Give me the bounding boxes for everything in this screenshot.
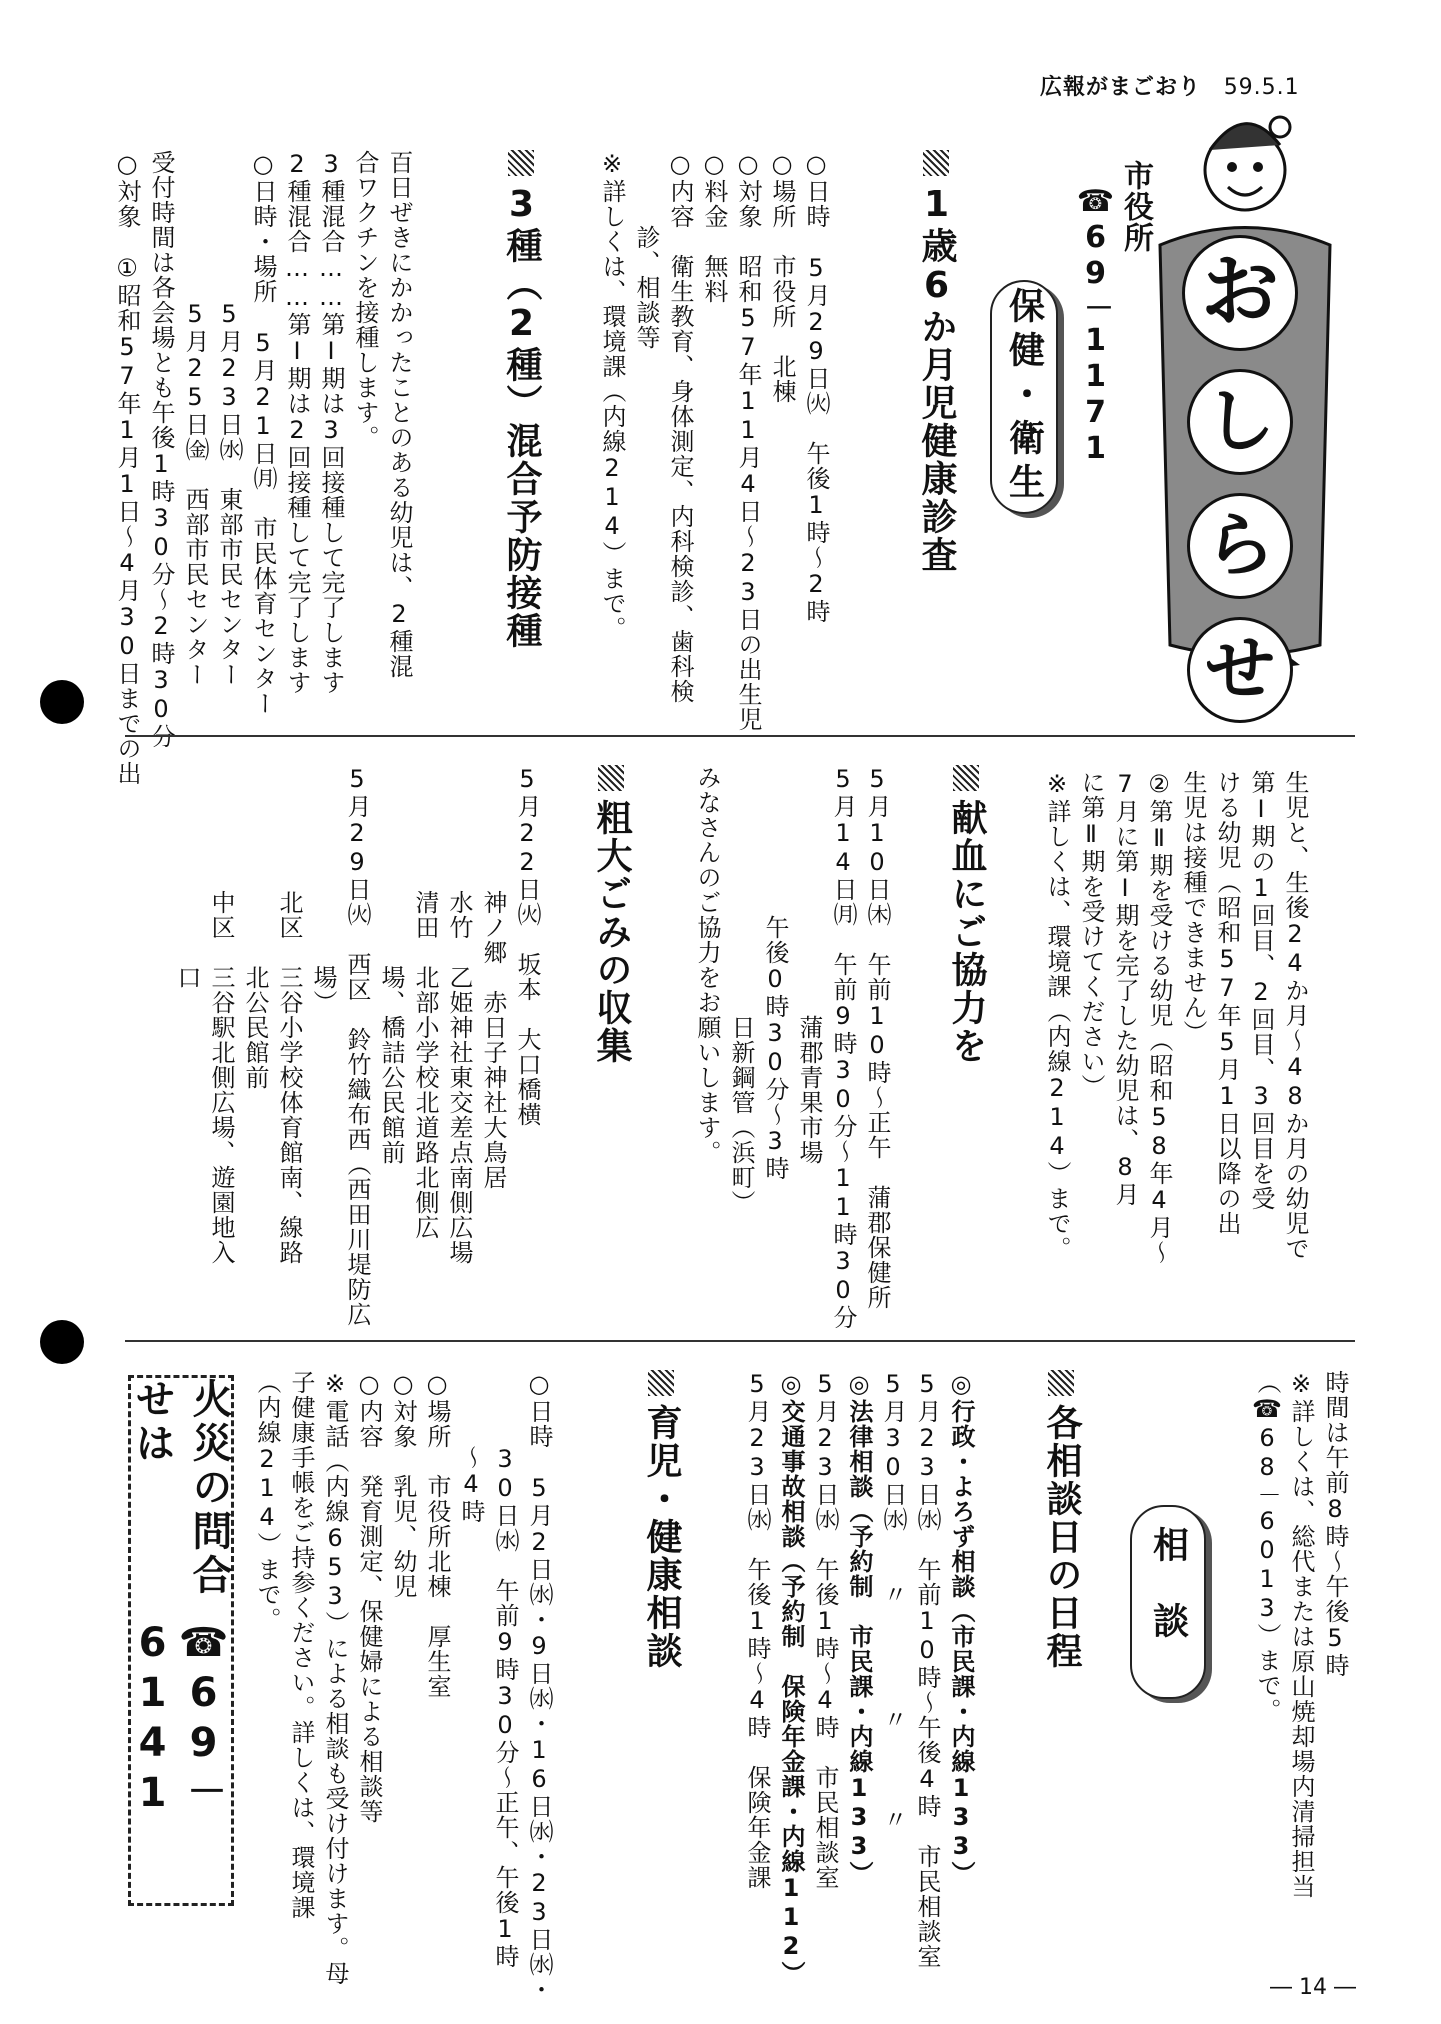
checkup-title [915, 150, 957, 574]
checkup-title-text: 1歳6か月児健康診査 [916, 184, 957, 574]
fire-inquiry-phone: ☎69－6141 [129, 1619, 227, 1820]
schedule-title-text: 各相談日の日程 [1041, 1404, 1082, 1670]
garbage-line: 北区 三谷小学校体育館南、線路 [275, 765, 303, 1265]
blood-title [945, 765, 987, 1065]
vaccine-line: 百日ぜきにかかったことのある幼児は、2種混 [385, 150, 413, 679]
binder-hole [40, 1320, 84, 1364]
vaccine-body-continued [1040, 770, 1312, 1330]
schedule-title [1040, 1370, 1082, 1670]
garbage-line: 5月29日㈫ 西区 鈴竹織布西（西田川堤防広 [343, 765, 371, 1327]
vaccine-line: 第Ⅰ期の1回目、2回目、3回目を受 [1247, 770, 1275, 1211]
garbage-line: 場、橋詰公民館前 [377, 765, 405, 1165]
checkup-line: ○対象 昭和57年11月4日～23日の出生児 [734, 150, 762, 732]
checkup-line: ※詳しくは、環境課（内線214）まで。 [598, 150, 626, 641]
child-consult-line: ○日時 5月2日㈬・9日㈬・16日㈬・23日㈬・ [525, 1370, 553, 2002]
garbage-body [170, 765, 544, 1325]
notice-banner [1165, 235, 1315, 723]
page-header [1040, 70, 1300, 101]
blood-line: みなさんのご協力をお願いします。 [693, 765, 721, 1165]
schedule-line: ◎交通事故相談（予約制 保険年金課・内線112） [777, 1370, 805, 1986]
garbage-line: 清田 北部小学校北道路北側広 [411, 765, 439, 1240]
schedule-line: ◎行政・よろず相談（市民課・内線133） [947, 1370, 975, 1886]
garbage-title [590, 765, 632, 1065]
blood-line: 午後0時30分～3時 [761, 765, 789, 1181]
vaccine-line: 3種混合……第Ⅰ期は3回接種して完了します [317, 150, 345, 695]
section-badge-consult: 相談 [1130, 1505, 1206, 1699]
vaccine-line: 生児は接種できません） [1179, 770, 1207, 1045]
hatch-mark-icon [648, 1370, 674, 1396]
vaccine-line: 合ワクチンを接種します。 [351, 150, 379, 450]
child-consult-line: ※電話（内線653）による相談も受け付けます。母 [321, 1370, 349, 1986]
schedule-line: 5月23日㈬ 午後1時～4時 保険年金課 [743, 1370, 771, 1890]
child-consult-line: 30日㈬ 午前9時30分～正午、午後1時 [491, 1370, 519, 1969]
garbage-line: 中区 三谷駅北側広場、遊園地入 [207, 765, 235, 1265]
vaccine-line: に第Ⅱ期を受けてください） [1077, 770, 1105, 1099]
blood-line: 日新鋼管（浜町） [727, 765, 755, 1215]
checkup-line: ○日時 5月29日㈫ 午後1時～2時 [802, 150, 830, 624]
office-phone: ☎69－1171 [1078, 184, 1113, 467]
garbage-line: 北公民館前 [241, 765, 269, 1090]
section-divider [125, 1340, 1355, 1342]
banner-char-shi: し [1187, 369, 1293, 475]
garbage-title-text: 粗大ごみの収集 [591, 799, 632, 1065]
checkup-body [595, 150, 833, 732]
page-number: ― 14 ― [1270, 1975, 1356, 2000]
child-consult-line: 子健康手帳をご持参ください。詳しくは、環境課 [287, 1370, 315, 1920]
garbage-line: 口 [173, 765, 201, 990]
garbage-line: 時間は午前8時～午後5時 [1321, 1370, 1349, 1678]
garbage-line: 神ノ郷 赤日子神社大鳥居 [479, 765, 507, 1190]
vaccine-line: ※詳しくは、環境課（内線214）まで。 [1043, 770, 1071, 1261]
binder-hole [40, 680, 84, 724]
schedule-line: 5月30日㈬ 〃 〃 〃 [879, 1370, 907, 1832]
hatch-mark-icon [923, 150, 949, 176]
schedule-line: ◎法律相談（予約制 市民課・内線133） [845, 1370, 873, 1886]
blood-line: 5月10日㈭ 午前10時～正午 蒲郡保健所 [863, 765, 891, 1310]
checkup-line: ○場所 市役所 北棟 [768, 150, 796, 404]
vaccine-line: 受付時間は各会場とも午後1時30分～2時30分 [147, 150, 175, 749]
child-consult-title [640, 1370, 682, 1670]
schedule-line: 5月23日㈬ 午前10時～午後4時 市民相談室 [913, 1370, 941, 1969]
vaccine-line: ②第Ⅱ期を受ける幼児（昭和58年4月～ [1145, 770, 1173, 1265]
hatch-mark-icon [953, 765, 979, 791]
vaccine-line: 5月25日㈮ 西部市民センター [181, 150, 209, 687]
vaccine-body-top [110, 150, 416, 786]
schedule-line: 5月23日㈬ 午後1時～4時 市民相談室 [811, 1370, 839, 1890]
hatch-mark-icon [598, 765, 624, 791]
blood-line: 蒲郡青果市場 [795, 765, 823, 1165]
garbage-body-continued [1250, 1370, 1352, 1970]
vaccine-line: ○対象 ①昭和57年1月1日～4月30日までの出 [113, 150, 141, 786]
fire-inquiry-text: 火災の問合せは [129, 1378, 232, 1598]
child-consult-body [250, 1370, 556, 2002]
banner-char-ra: ら [1187, 493, 1293, 599]
garbage-line: 場） [309, 765, 337, 1015]
banner-char-o: お [1182, 235, 1298, 351]
garbage-line: ※詳しくは、総代または原山焼却場内清掃担当 [1287, 1370, 1315, 1899]
child-consult-line: ○場所 市役所北棟 厚生室 [423, 1370, 451, 1699]
blood-body [690, 765, 894, 1330]
vaccine-title-text: 3種（2種）混合予防接種 [501, 184, 542, 650]
section-badge-health: 保健・衛生 [990, 280, 1058, 514]
garbage-line: 5月22日㈫ 坂本 大口橋横 [513, 765, 541, 1127]
child-consult-line: ○対象 乳児、幼児 [389, 1370, 417, 1599]
child-consult-line: （内線214）まで。 [253, 1370, 281, 1632]
vaccine-line: ける幼児（昭和57年5月1日以降の出 [1213, 770, 1241, 1236]
office-contact [1075, 160, 1155, 467]
fire-inquiry-box [128, 1375, 234, 1906]
vaccine-title [500, 150, 542, 650]
hatch-mark-icon [508, 150, 534, 176]
schedule-body [740, 1370, 978, 1986]
banner-char-se: せ [1187, 617, 1293, 723]
child-consult-line: ～4時 [457, 1370, 485, 1524]
checkup-line: 診、相談等 [632, 150, 660, 350]
vaccine-line: 5月23日㈬ 東部市民センター [215, 150, 243, 687]
office-name: 市役所 [1118, 160, 1153, 253]
garbage-line: （☎68－6013）まで。 [1253, 1370, 1281, 1723]
blood-line: 5月14日㈪ 午前9時30分～11時30分 [829, 765, 857, 1330]
checkup-line: ○料金 無料 [700, 150, 728, 304]
child-consult-title-text: 育児・健康相談 [641, 1404, 682, 1670]
hatch-mark-icon [1048, 1370, 1074, 1396]
section-divider [125, 735, 1355, 737]
checkup-line: ○内容 衛生教育、身体測定、内科検診、歯科検 [666, 150, 694, 704]
publication-date: 59.5.1 [1223, 75, 1300, 100]
vaccine-line: 7月に第Ⅰ期を完了した幼児は、8月 [1111, 770, 1139, 1207]
blood-title-text: 献血にご協力を [946, 799, 987, 1065]
child-consult-line: ○内容 発育測定、保健婦による相談等 [355, 1370, 383, 1824]
vaccine-line: 生児と、生後24か月～48か月の幼児で [1281, 770, 1309, 1261]
publication-name: 広報がまごおり [1040, 75, 1202, 100]
garbage-line: 水竹 乙姫神社東交差点南側広場 [445, 765, 473, 1265]
vaccine-line: ○日時・場所 5月21日㈪ 市民体育センター [249, 150, 277, 716]
vaccine-line: 2種混合……第Ⅰ期は2回接種して完了します [283, 150, 311, 695]
